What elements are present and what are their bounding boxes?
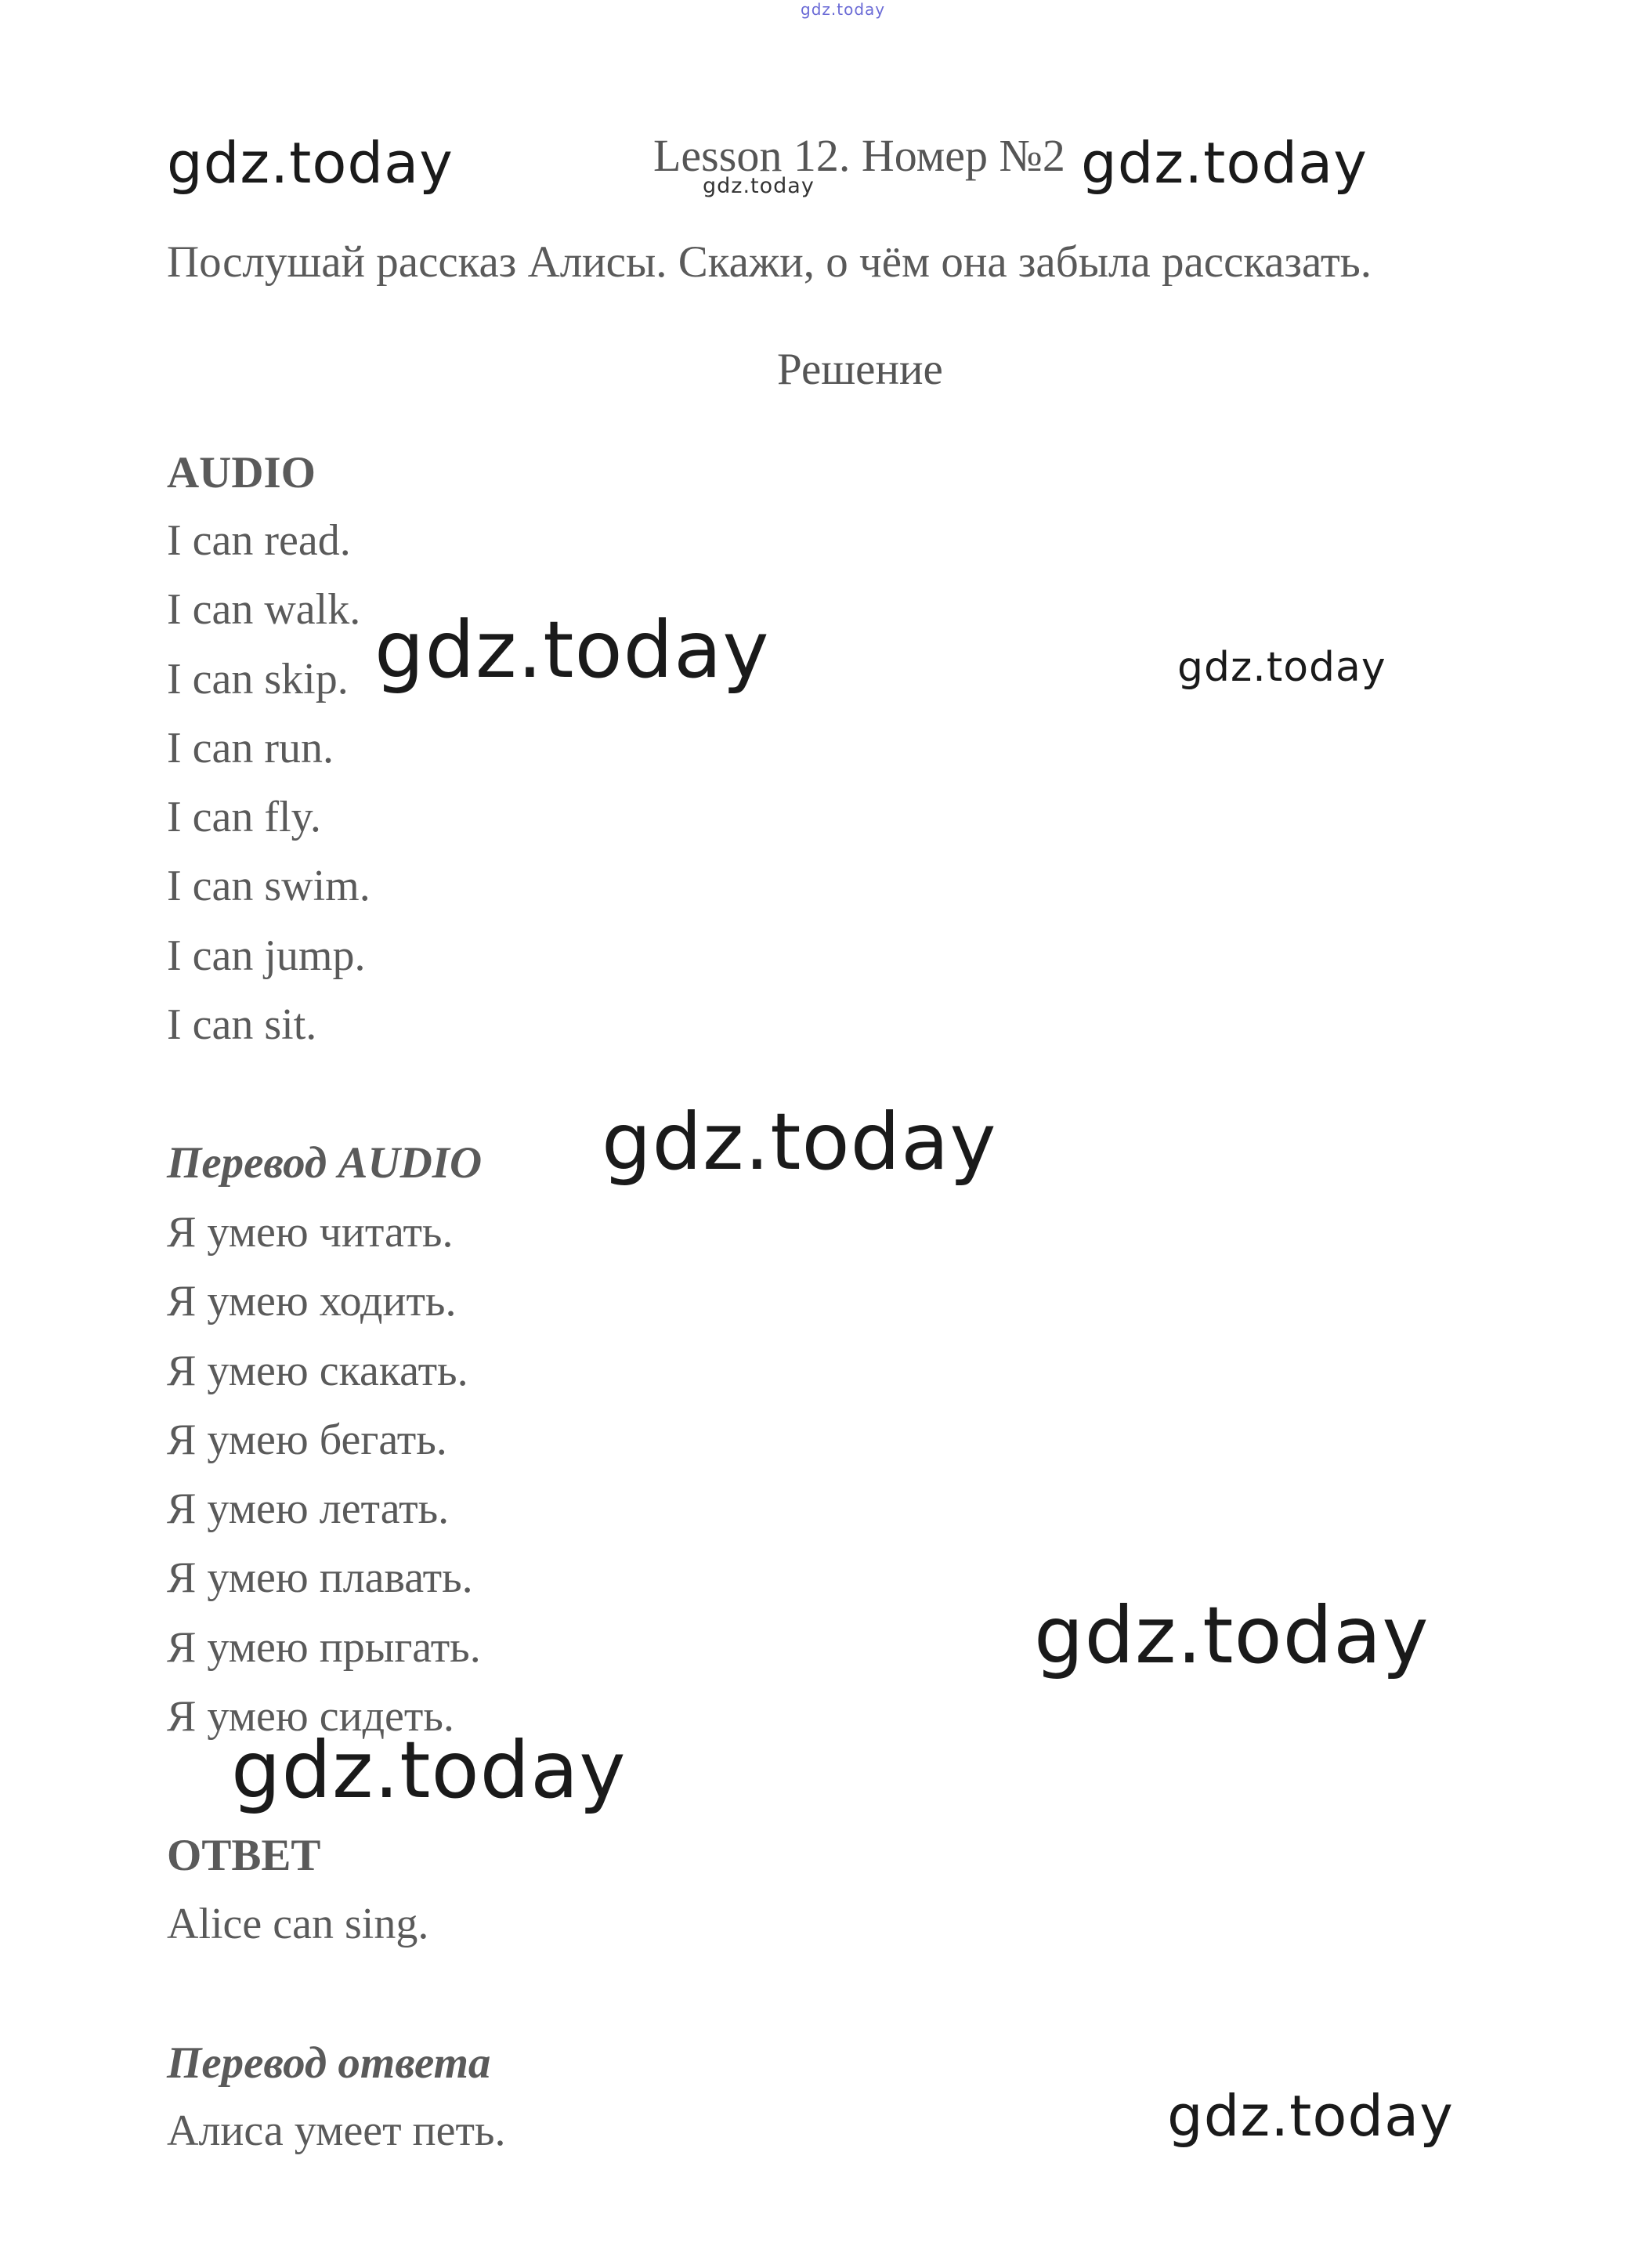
- translation-line: Я умею ходить.: [167, 1277, 457, 1325]
- audio-line: I can run.: [167, 724, 334, 772]
- watermark-header-right: gdz.today: [1081, 130, 1368, 196]
- audio-translation-heading: Перевод AUDIO: [167, 1138, 483, 1188]
- watermark-mid-right-small: gdz.today: [1177, 644, 1386, 691]
- translation-line: Я умею летать.: [167, 1485, 450, 1533]
- translation-line: Я умею плавать.: [167, 1553, 473, 1602]
- translation-line: Я умею сидеть.: [167, 1692, 454, 1741]
- answer-heading: ОТВЕТ: [167, 1831, 321, 1880]
- answer-text: Alice can sing.: [167, 1900, 429, 1948]
- answer-translation-heading: Перевод ответа: [167, 2038, 491, 2088]
- watermark-mid-2: gdz.today: [602, 1096, 997, 1188]
- translation-line: Я умею бегать.: [167, 1416, 447, 1464]
- watermark-lower-right: gdz.today: [1034, 1590, 1430, 1681]
- translation-line: Я умею читать.: [167, 1208, 454, 1257]
- watermark-mid-1: gdz.today: [374, 604, 770, 696]
- watermark-header-sub: gdz.today: [703, 174, 815, 198]
- translation-line: Я умею прыгать.: [167, 1623, 481, 1672]
- audio-line: I can skip.: [167, 655, 349, 703]
- watermark-lower-left: gdz.today: [231, 1724, 627, 1816]
- audio-line: I can jump.: [167, 931, 366, 980]
- answer-translation-text: Алиса умеет петь.: [167, 2107, 506, 2155]
- audio-line: I can walk.: [167, 585, 361, 634]
- solution-label: Решение: [777, 345, 943, 394]
- watermark-top: gdz.today: [801, 0, 886, 19]
- audio-line: I can sit.: [167, 1000, 317, 1049]
- audio-line: I can read.: [167, 516, 351, 565]
- watermark-bottom-right: gdz.today: [1167, 2083, 1454, 2149]
- watermark-header-left: gdz.today: [167, 130, 454, 196]
- page-title: Lesson 12. Номер №2: [653, 130, 1065, 181]
- audio-line: I can fly.: [167, 793, 321, 841]
- translation-line: Я умею скакать.: [167, 1347, 468, 1395]
- task-text: Послушай рассказ Алисы. Скажи, о чём она забыла рассказать.: [167, 237, 1372, 287]
- audio-line: I can swim.: [167, 862, 371, 910]
- audio-heading: AUDIO: [167, 448, 316, 497]
